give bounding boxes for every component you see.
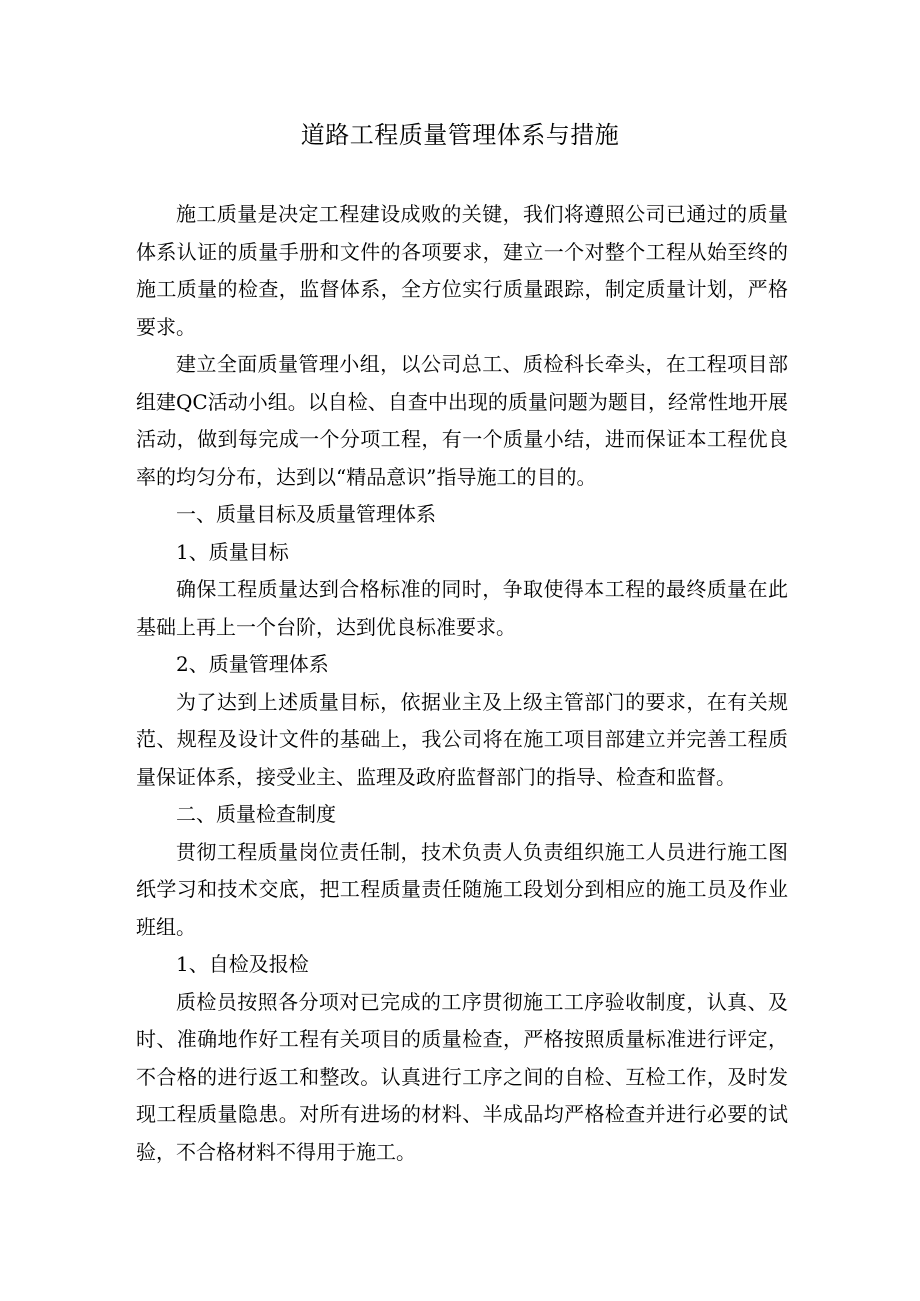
paragraph-qc-group: 建立全面质量管理小组，以公司总工、质检科长牵头，在工程项目部组建QC活动小组。以自检、自查中出现的质量问题为题目，经常性地开展活动，做到每完成一个分项工程，有一个质量小结，进而保证本工程优良率的均匀分布，达到以“精品意识”指导施工的目的。	[136, 352, 788, 489]
section-heading-1: 一、质量目标及质量管理体系	[176, 502, 436, 526]
paragraph-quality-target: 确保工程质量达到合格标准的同时，争取使得本工程的最终质量在此基础上再上一个台阶，达到优良标准要求。	[136, 577, 788, 639]
document-title: 道路工程质量管理体系与措施	[300, 121, 620, 149]
document-body	[136, 196, 788, 1171]
subsection-heading-1-2: 2、质量管理体系	[176, 652, 329, 676]
paragraph-responsibility: 贯彻工程质量岗位责任制，技术负责人负责组织施工人员进行施工图纸学习和技术交底，把工程质量责任随施工段划分到相应的施工员及作业班组。	[136, 839, 788, 939]
subsection-heading-1-1: 1、质量目标	[176, 539, 289, 564]
section-heading-2: 二、质量检查制度	[176, 802, 336, 826]
paragraph-quality-system: 为了达到上述质量目标，依据业主及上级主管部门的要求，在有关规范、规程及设计文件的基础上，我公司将在施工项目部建立并完善工程质量保证体系，接受业主、监理及政府监督部门的指导、检查和监督。	[136, 689, 788, 789]
subsection-heading-2-1: 1、自检及报检	[176, 952, 309, 976]
paragraph-intro: 施工质量是决定工程建设成败的关键，我们将遵照公司已通过的质量体系认证的质量手册和文件的各项要求，建立一个对整个工程从始至终的施工质量的检查，监督体系，全方位实行质量跟踪，制定质量计划，严格要求。	[136, 202, 788, 339]
paragraph-self-inspection: 质检员按照各分项对已完成的工序贯彻施工工序验收制度，认真、及时、准确地作好工程有关项目的质量检查，严格按照质量标准进行评定，不合格的进行返工和整改。认真进行工序之间的自检、互检工作，及时发现工程质量隐患。对所有进场的材料、半成品均严格检查并进行必要的试验，不合格材料不得用于施工。	[136, 989, 788, 1164]
